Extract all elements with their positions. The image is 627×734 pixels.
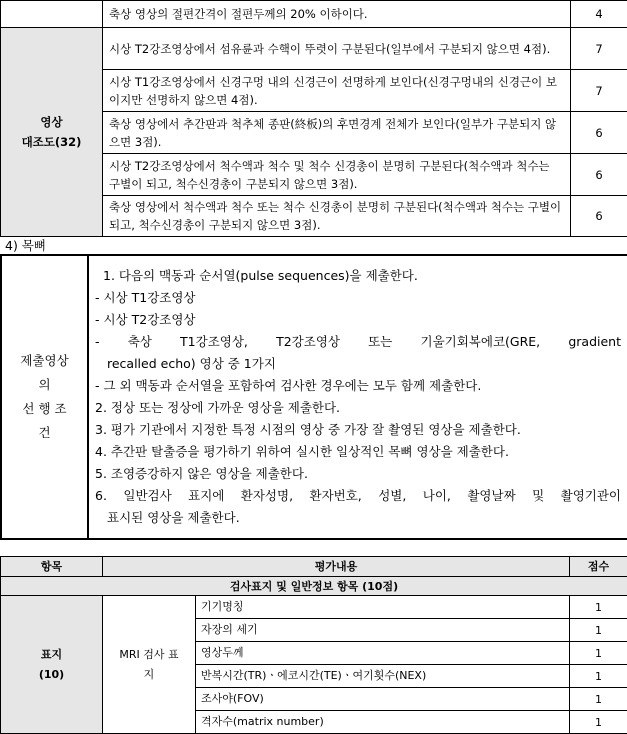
column-header-content: 평가내용 <box>103 557 570 577</box>
section-heading: 4) 목뼈 <box>5 236 46 254</box>
image-contrast-table <box>0 0 627 237</box>
conditions-label <box>1 255 88 539</box>
list-item: 표시된 영상을 제출한다. <box>95 507 621 529</box>
criterion-score: 7 <box>571 28 627 70</box>
item-score: 1 <box>570 711 627 734</box>
table-header-row <box>1 557 627 577</box>
label-line: 의 <box>2 373 87 397</box>
criterion-text: 시상 T2강조영상에서 척수액과 척수 및 척수 신경총이 분명히 구분된다(척수액과 척수는 구별이 되고, 척수신경총이 구분되지 않으면 3점). <box>103 154 571 196</box>
list-item: 1. 다음의 맥동과 순서열(pulse sequences)을 제출한다. <box>95 265 621 287</box>
column-header-item: 항목 <box>1 557 103 577</box>
item-score: 1 <box>570 665 627 688</box>
list-item: - 그 외 맥동과 순서열을 포함하여 검사한 경우에는 모두 함께 제출한다. <box>95 375 621 397</box>
criterion-text: 축상 영상에서 추간판과 척추체 종판(終板)의 후면경계 전체가 보인다(일부가 구분되지 않으면 3점). <box>103 112 571 154</box>
blank-cell <box>1 1 103 28</box>
category-label: 대조도(32) <box>7 132 96 152</box>
criterion-score: 6 <box>571 154 627 196</box>
list-item: 5. 조영증강하지 않은 영상을 제출한다. <box>95 463 621 485</box>
category-label: 영상 <box>7 112 96 132</box>
criterion-score: 6 <box>571 196 627 237</box>
list-item: 6. 일반검사 표지에 환자성명, 환자번호, 성별, 나이, 촬영날짜 및 촬영기관이 <box>95 485 621 507</box>
label-info-table <box>0 556 627 734</box>
item-text: 반복시간(TR)ㆍ에코시간(TE)ㆍ여기횟수(NEX) <box>196 665 570 688</box>
group-label: 지 <box>109 665 189 685</box>
category-cell <box>1 28 103 237</box>
list-item: - 시상 T1강조영상 <box>95 287 621 309</box>
criterion-text: 축상 영상의 절편간격이 절편두께의 20% 이하이다. <box>103 1 571 28</box>
item-text: 기기명칭 <box>196 596 570 619</box>
label-line: 제출영상 <box>2 349 87 373</box>
label-line: 선 행 조 <box>2 397 87 421</box>
group-cell <box>103 596 196 734</box>
list-item: 4. 추간판 탈출증을 평가하기 위하여 실시한 일상적인 목뼈 영상을 제출한다. <box>95 441 621 463</box>
table-row <box>1 596 627 619</box>
submission-conditions-box <box>0 254 627 540</box>
item-text: 자장의 세기 <box>196 619 570 642</box>
criterion-score: 4 <box>571 1 627 28</box>
category-label: (10) <box>7 665 96 685</box>
section-subheader: 검사표지 및 일반정보 항목 (10점) <box>1 577 627 596</box>
list-item: - 축상 T1강조영상, T2강조영상 또는 기울기회복에코(GRE, gradient <box>95 331 621 353</box>
item-score: 1 <box>570 596 627 619</box>
list-item: - 시상 T2강조영상 <box>95 309 621 331</box>
column-header-score: 점수 <box>570 557 627 577</box>
criterion-score: 7 <box>571 70 627 112</box>
item-score: 1 <box>570 688 627 711</box>
item-text: 영상두께 <box>196 642 570 665</box>
conditions-list <box>88 255 627 539</box>
table-row <box>1 28 627 70</box>
list-item: 3. 평가 기관에서 지정한 특정 시점의 영상 중 가장 잘 촬영된 영상을 제출한다. <box>95 419 621 441</box>
item-score: 1 <box>570 619 627 642</box>
item-text: 격자수(matrix number) <box>196 711 570 734</box>
item-score: 1 <box>570 642 627 665</box>
category-cell <box>1 596 103 734</box>
criterion-text: 시상 T2강조영상에서 섬유륜과 수핵이 뚜렷이 구분된다(일부에서 구분되지 않으면 4점). <box>103 28 571 70</box>
criterion-text: 시상 T1강조영상에서 신경구멍 내의 신경근이 선명하게 보인다(신경구멍내의 신경근이 보이지만 선명하지 않으면 4점). <box>103 70 571 112</box>
item-text: 조사야(FOV) <box>196 688 570 711</box>
criterion-text: 축상 영상에서 척수액과 척수 또는 척수 신경총이 분명히 구분된다(척수액과 척수는 구별이 되고, 척수신경총이 구분되지 않으면 3점). <box>103 196 571 237</box>
category-label: 표지 <box>7 645 96 665</box>
group-label: MRI 검사 표 <box>109 645 189 665</box>
list-item: recalled echo) 영상 중 1가지 <box>95 353 621 375</box>
list-item: 2. 정상 또는 정상에 가까운 영상을 제출한다. <box>95 397 621 419</box>
table-subheader-row <box>1 577 627 596</box>
table-row <box>1 1 627 28</box>
label-line: 건 <box>2 421 87 445</box>
criterion-score: 6 <box>571 112 627 154</box>
